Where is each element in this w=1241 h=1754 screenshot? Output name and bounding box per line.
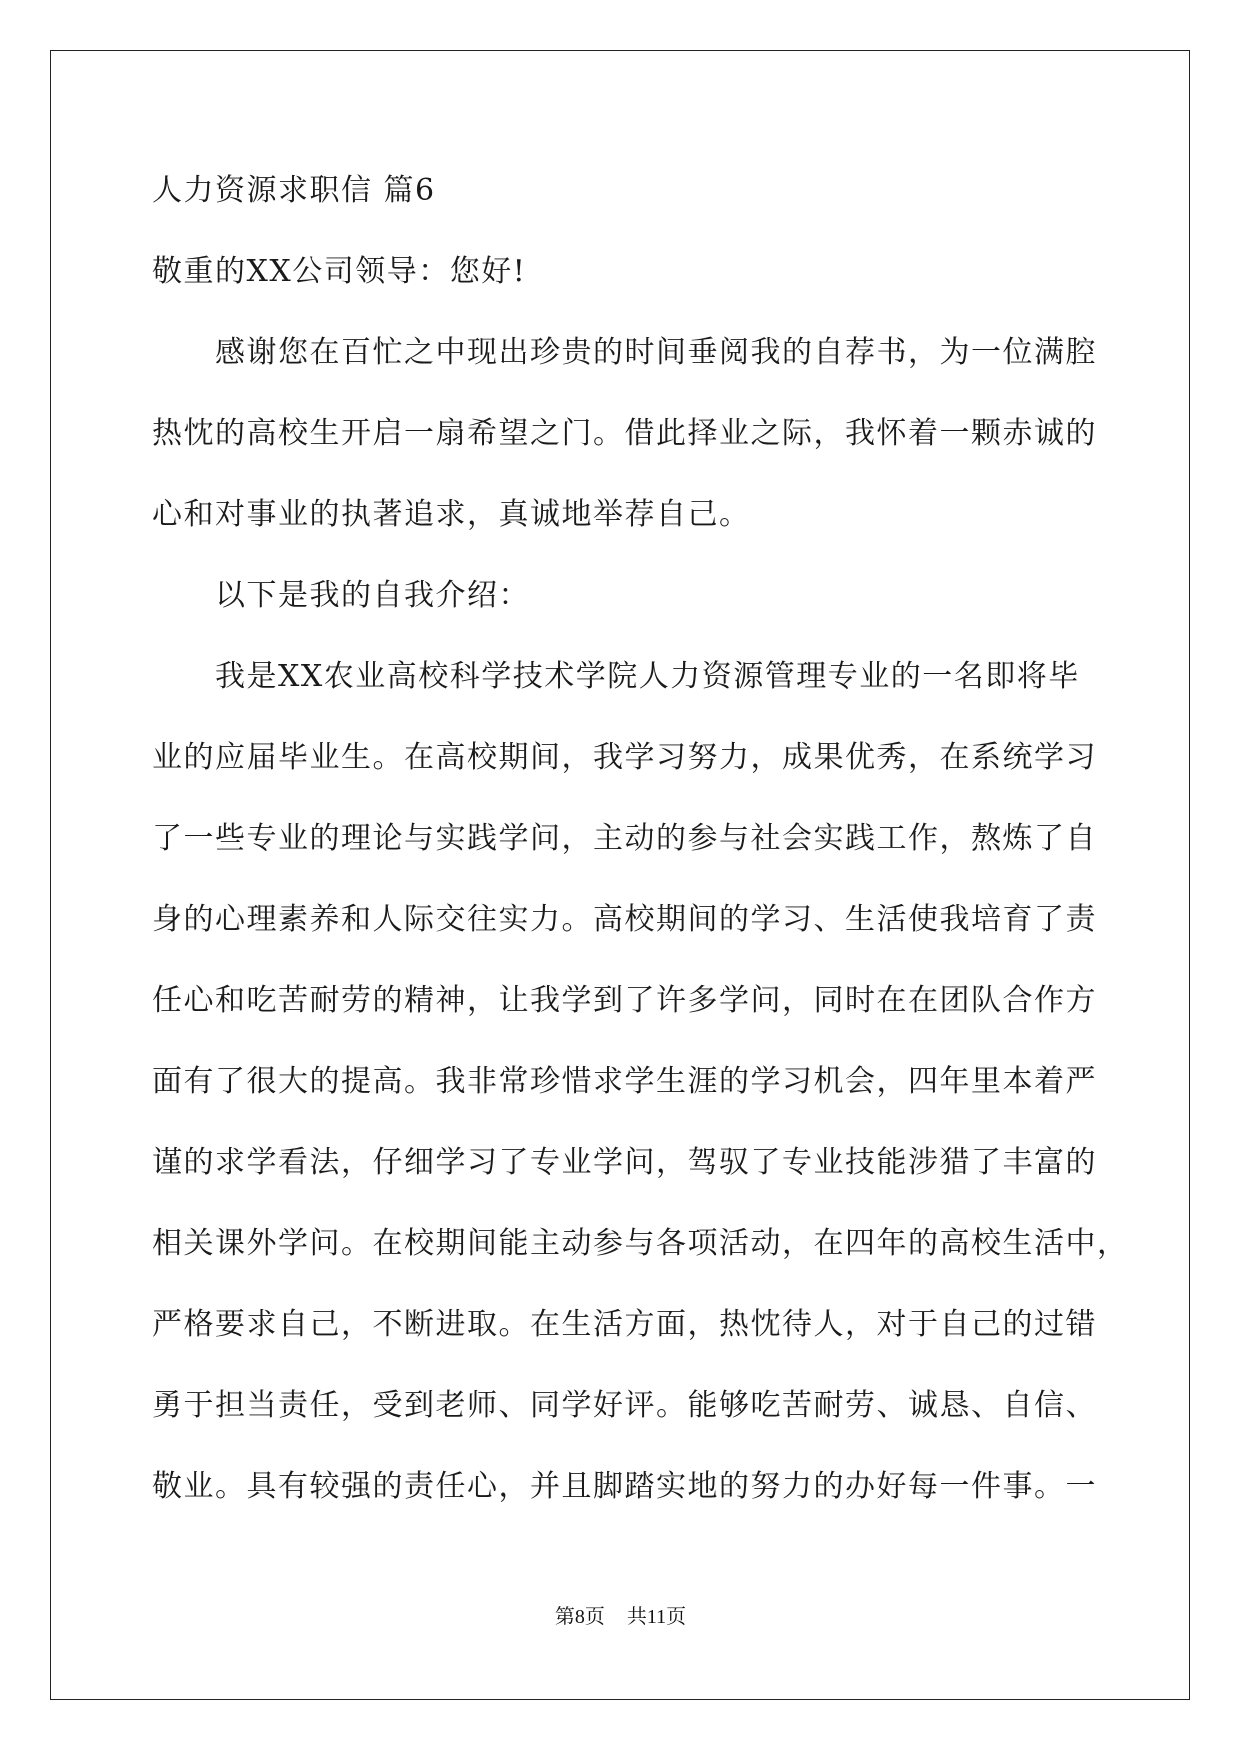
text-line: 了一些专业的理论与实践学问，主动的参与社会实践工作，熬炼了自 xyxy=(152,821,1097,856)
page-number: 第8页 xyxy=(554,1606,605,1628)
page-footer xyxy=(0,1600,1241,1629)
text-line: 业的应届毕业生。在高校期间，我学习努力，成果优秀，在系统学习 xyxy=(152,740,1097,775)
text-line: 勇于担当责任，受到老师、同学好评。能够吃苦耐劳、诚恳、自信、 xyxy=(152,1388,1097,1423)
text-line: 热忱的高校生开启一扇希望之门。借此择业之际，我怀着一颗赤诚的 xyxy=(152,416,1097,451)
text-line: 谨的求学看法，仔细学习了专业学问，驾驭了专业技能涉猎了丰富的 xyxy=(152,1145,1097,1180)
text-line: 心和对事业的执著追求，真诚地举荐自己。 xyxy=(152,497,751,532)
text-line: 任心和吃苦耐劳的精神，让我学到了许多学问，同时在在团队合作方 xyxy=(152,983,1097,1018)
document-body xyxy=(152,165,1129,1542)
text-line: 敬业。具有较强的责任心，并且脚踏实地的努力的办好每一件事。一 xyxy=(152,1469,1097,1504)
page-total: 共11页 xyxy=(626,1606,687,1628)
text-line: 面有了很大的提高。我非常珍惜求学生涯的学习机会，四年里本着严 xyxy=(152,1064,1097,1099)
document-title: 人力资源求职信 篇6 xyxy=(152,173,436,208)
text-line: 身的心理素养和人际交往实力。高校期间的学习、生活使我培育了责 xyxy=(152,902,1097,937)
text-line: 严格要求自己，不断进取。在生活方面，热忱待人，对于自己的过错 xyxy=(152,1307,1097,1342)
text-line: 我是XX农业高校科学技术学院人力资源管理专业的一名即将毕 xyxy=(152,659,1080,694)
text-line: 相关课外学问。在校期间能主动参与各项活动，在四年的高校生活中， xyxy=(152,1226,1129,1261)
text-line: 以下是我的自我介绍： xyxy=(152,578,530,613)
text-line: 感谢您在百忙之中现出珍贵的时间垂阅我的自荐书，为一位满腔 xyxy=(152,335,1097,370)
salutation: 敬重的XX公司领导：您好! xyxy=(152,254,527,289)
